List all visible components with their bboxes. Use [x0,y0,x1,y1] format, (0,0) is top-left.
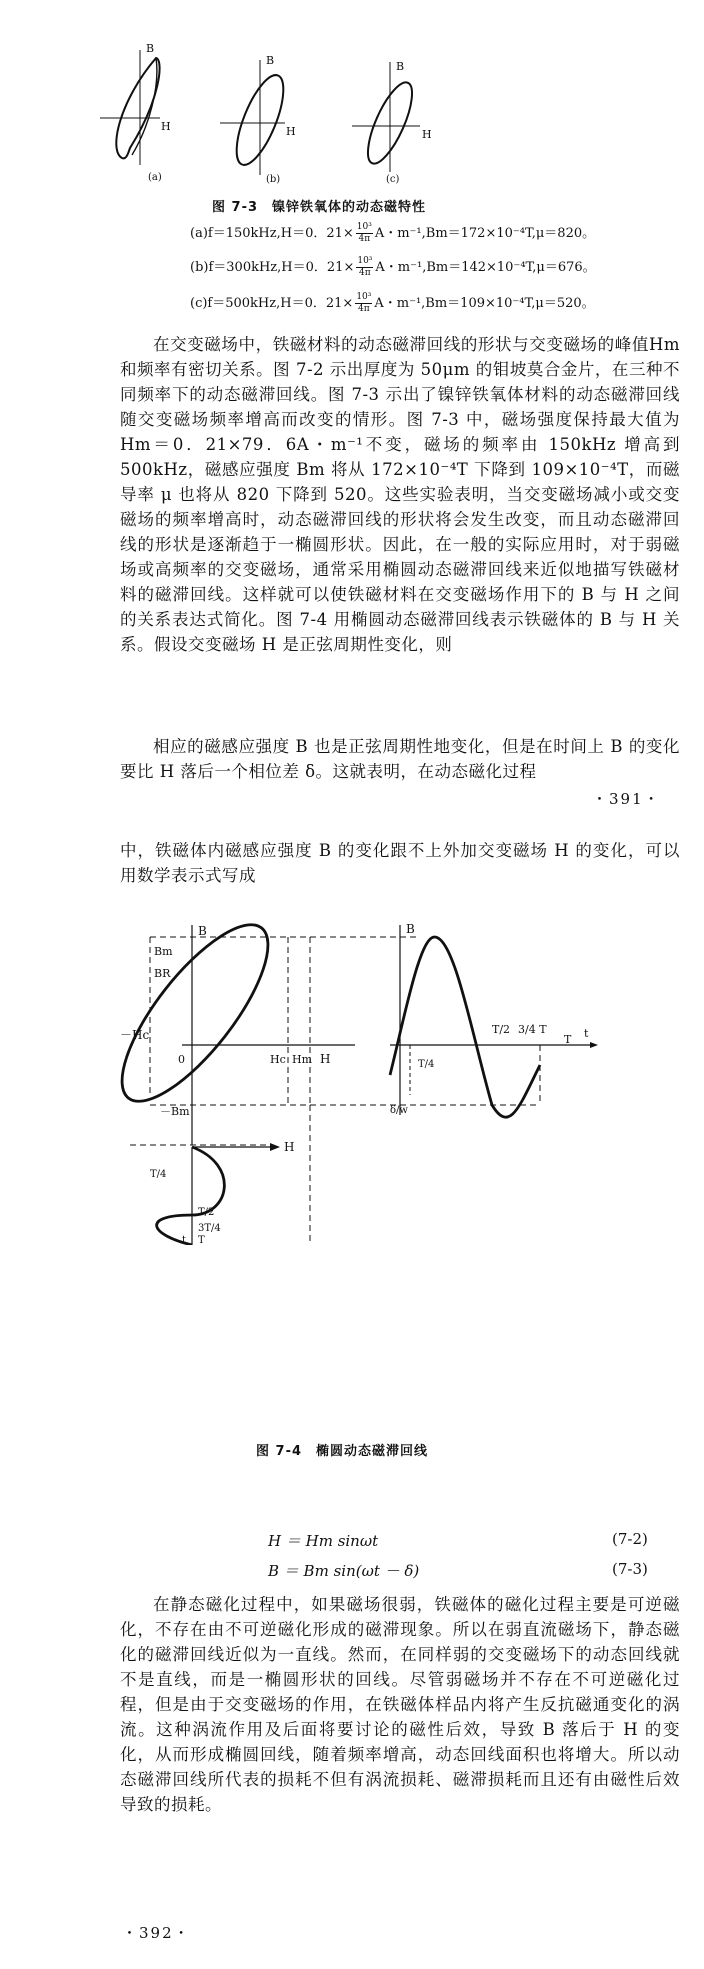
fig74-t-label: T [564,1033,572,1046]
fig74-neg-bm-label: －Bm [160,1105,190,1118]
paragraph-2-text: 相应的磁感应强度 B 也是正弦周期性地变化，但是在时间上 B 的变化要比 H 落后一个相位差 δ。这就表明，在动态磁化过程 [120,737,680,781]
loop-b-b-label: B [266,54,275,67]
paragraph-1 [120,332,680,657]
loop-c [352,62,421,172]
param-b-mid: ＝0．21× [292,260,355,275]
param-c-mid: ＝0．21× [291,296,354,311]
fig74-br-label: BR [154,967,171,980]
paragraph-3-text: 中，铁磁体内磁感应强度 B 的变化跟不上外加交变磁场 H 的变化，可以用数学表示式写成 [120,841,680,885]
loop-a [100,50,160,165]
fig74-delta-w-label: δ/w [390,1105,408,1116]
param-c-den: 4π [358,304,370,314]
fig74-zero-label: 0 [178,1053,185,1066]
loop-a-tag: (a) [148,172,162,183]
fig74-t4b-label: T/4 [150,1169,167,1180]
figure-7-3-param-c [190,292,595,315]
figure-7-3 [60,30,620,190]
param-c-suffix: A・m⁻¹,Bm＝109×10⁻⁴T,μ＝520。 [374,296,595,311]
fig74-b-label: B [198,924,207,938]
loop-b-tag: (b) [266,174,281,185]
equation-7-2-number: (7-2) [612,1530,648,1548]
elliptical-loop [120,915,291,1122]
loop-c-b-label: B [396,60,405,73]
fig74-hc-label: Hc [270,1053,286,1066]
equation-7-3-number: (7-3) [612,1560,648,1578]
param-c-num: 10³ [356,292,372,302]
fig74-t2b-label: T/2 [198,1207,215,1218]
fig74-bm-label: Bm [154,945,173,958]
fig74-time-b-label: t [182,1235,187,1245]
loop-c-tag: (c) [386,174,400,185]
param-a-num: 10³ [356,222,372,232]
param-b-suffix: A・m⁻¹,Bm＝142×10⁻⁴T,μ＝676。 [375,260,596,275]
param-b-den: 4π [359,268,371,278]
loop-b-h-label: H [286,125,296,138]
param-a-mid: ＝0．21× [292,226,354,241]
fig74-tb-label: T [198,1235,205,1245]
loop-c-h-label: H [422,128,432,141]
param-a-prefix: (a)f＝150kHz,H [190,226,293,241]
fig74-b2-label: B [406,922,415,936]
fig74-hm-label: Hm [292,1053,313,1066]
param-a-den: 4π [358,234,371,244]
paragraph-4 [120,1592,680,1817]
paragraph-1-text: 在交变磁场中，铁磁材料的动态磁滞回线的形状与交变磁场的峰值Hm和频率有密切关系。图 7-2 示出厚度为 50μm 的钼坡莫合金片，在三种不同频率下的动态磁滞回线。图 7-3 示出了镍锌铁氧体材料的动态磁滞回线随交变磁场频率增高而改变的情形。图 7-3 中，磁场强度保持最大值为 Hm＝0．21×79．6A・m⁻¹不变，磁场的频率由 150kHz 增高到 500kHz，磁感应强度 Bm 将从 172×10⁻⁴T 下降到 109×10⁻⁴T，而磁导率 μ 也将从 820 下降到 520。这些实验表明，当交变磁场减小或交变磁场的频率增高时，动态磁滞回线的形状将会发生改变，而且动态磁滞回线的形状是逐渐趋于一椭圆形状。因此，在一般的实际应用时，对于弱磁场或高频率的交变磁场，通常采用椭圆动态磁滞回线来近似地描写铁磁材料的磁滞回线。这样就可以使铁磁材料在交变磁场作用下的 B 与 H 之间的关系表达式简化。图 7-4 用椭圆动态磁滞回线表示铁磁体的 B 与 H 关系。假设交变磁场 H 是正弦周期性变化，则 [120,335,680,654]
equation-7-3: B ＝ Bm sin(ωt － δ) [268,1562,420,1580]
fig74-time-label: t [584,1027,589,1040]
param-b-num: 10³ [357,256,373,266]
loop-a-b-label: B [146,42,155,55]
paragraph-4-text: 在静态磁化过程中，如果磁场很弱，铁磁体的磁化过程主要是可逆磁化，不存在由不可逆磁化形成的磁滞现象。所以在弱直流磁场下，静态磁化的磁滞回线近似为一直线。然而，在同样弱的交变磁场下的动态回线就不是直线，而是一椭圆形状的回线。尽管弱磁场并不存在不可逆磁化过程，但是由于交变磁场的作用，在铁磁体样品内将产生反抗磁通变化的涡流。这种涡流作用及后面将要讨论的磁性后效，导致 B 落后于 H 的变化，从而形成椭圆回线，随着频率增高，动态回线面积也将增大。所以动态磁滞回线所代表的损耗不但有涡流损耗、磁滞损耗而且还有由磁性后效导致的损耗。 [120,1595,680,1814]
loop-b [220,60,293,175]
figure-7-4 [120,915,600,1245]
fig74-h-label: H [320,1052,331,1066]
fig74-t34b-label: 3T/4 [198,1223,221,1234]
fig74-t34-label: 3/4 T [518,1023,547,1036]
paragraph-3 [120,838,680,888]
figure-7-3-caption: 图 7-3 镍锌铁氧体的动态磁特性 [212,200,427,215]
fig74-neg-hc-label: －Hc [120,1028,150,1042]
fig74-t2-label: T/2 [492,1023,511,1036]
param-c-prefix: (c)f＝500kHz,H [190,296,292,311]
equation-7-2: H ＝ Hm sinωt [268,1532,379,1550]
fig74-h3-label: H [284,1140,295,1154]
page-number-392: ・392・ [122,1924,191,1942]
param-a-suffix: A・m⁻¹,Bm＝172×10⁻⁴T,μ＝820。 [374,226,596,241]
figure-7-3-param-b [190,256,596,279]
param-b-prefix: (b)f＝300kHz,H [190,260,293,275]
loop-a-h-label: H [161,120,171,133]
page-number-391: ・391・ [592,790,661,808]
fig74-t4-label: T/4 [418,1059,435,1070]
paragraph-2 [120,734,680,784]
figure-7-3-param-a [190,222,595,245]
figure-7-4-caption: 图 7-4 椭圆动态磁滞回线 [256,1444,429,1459]
